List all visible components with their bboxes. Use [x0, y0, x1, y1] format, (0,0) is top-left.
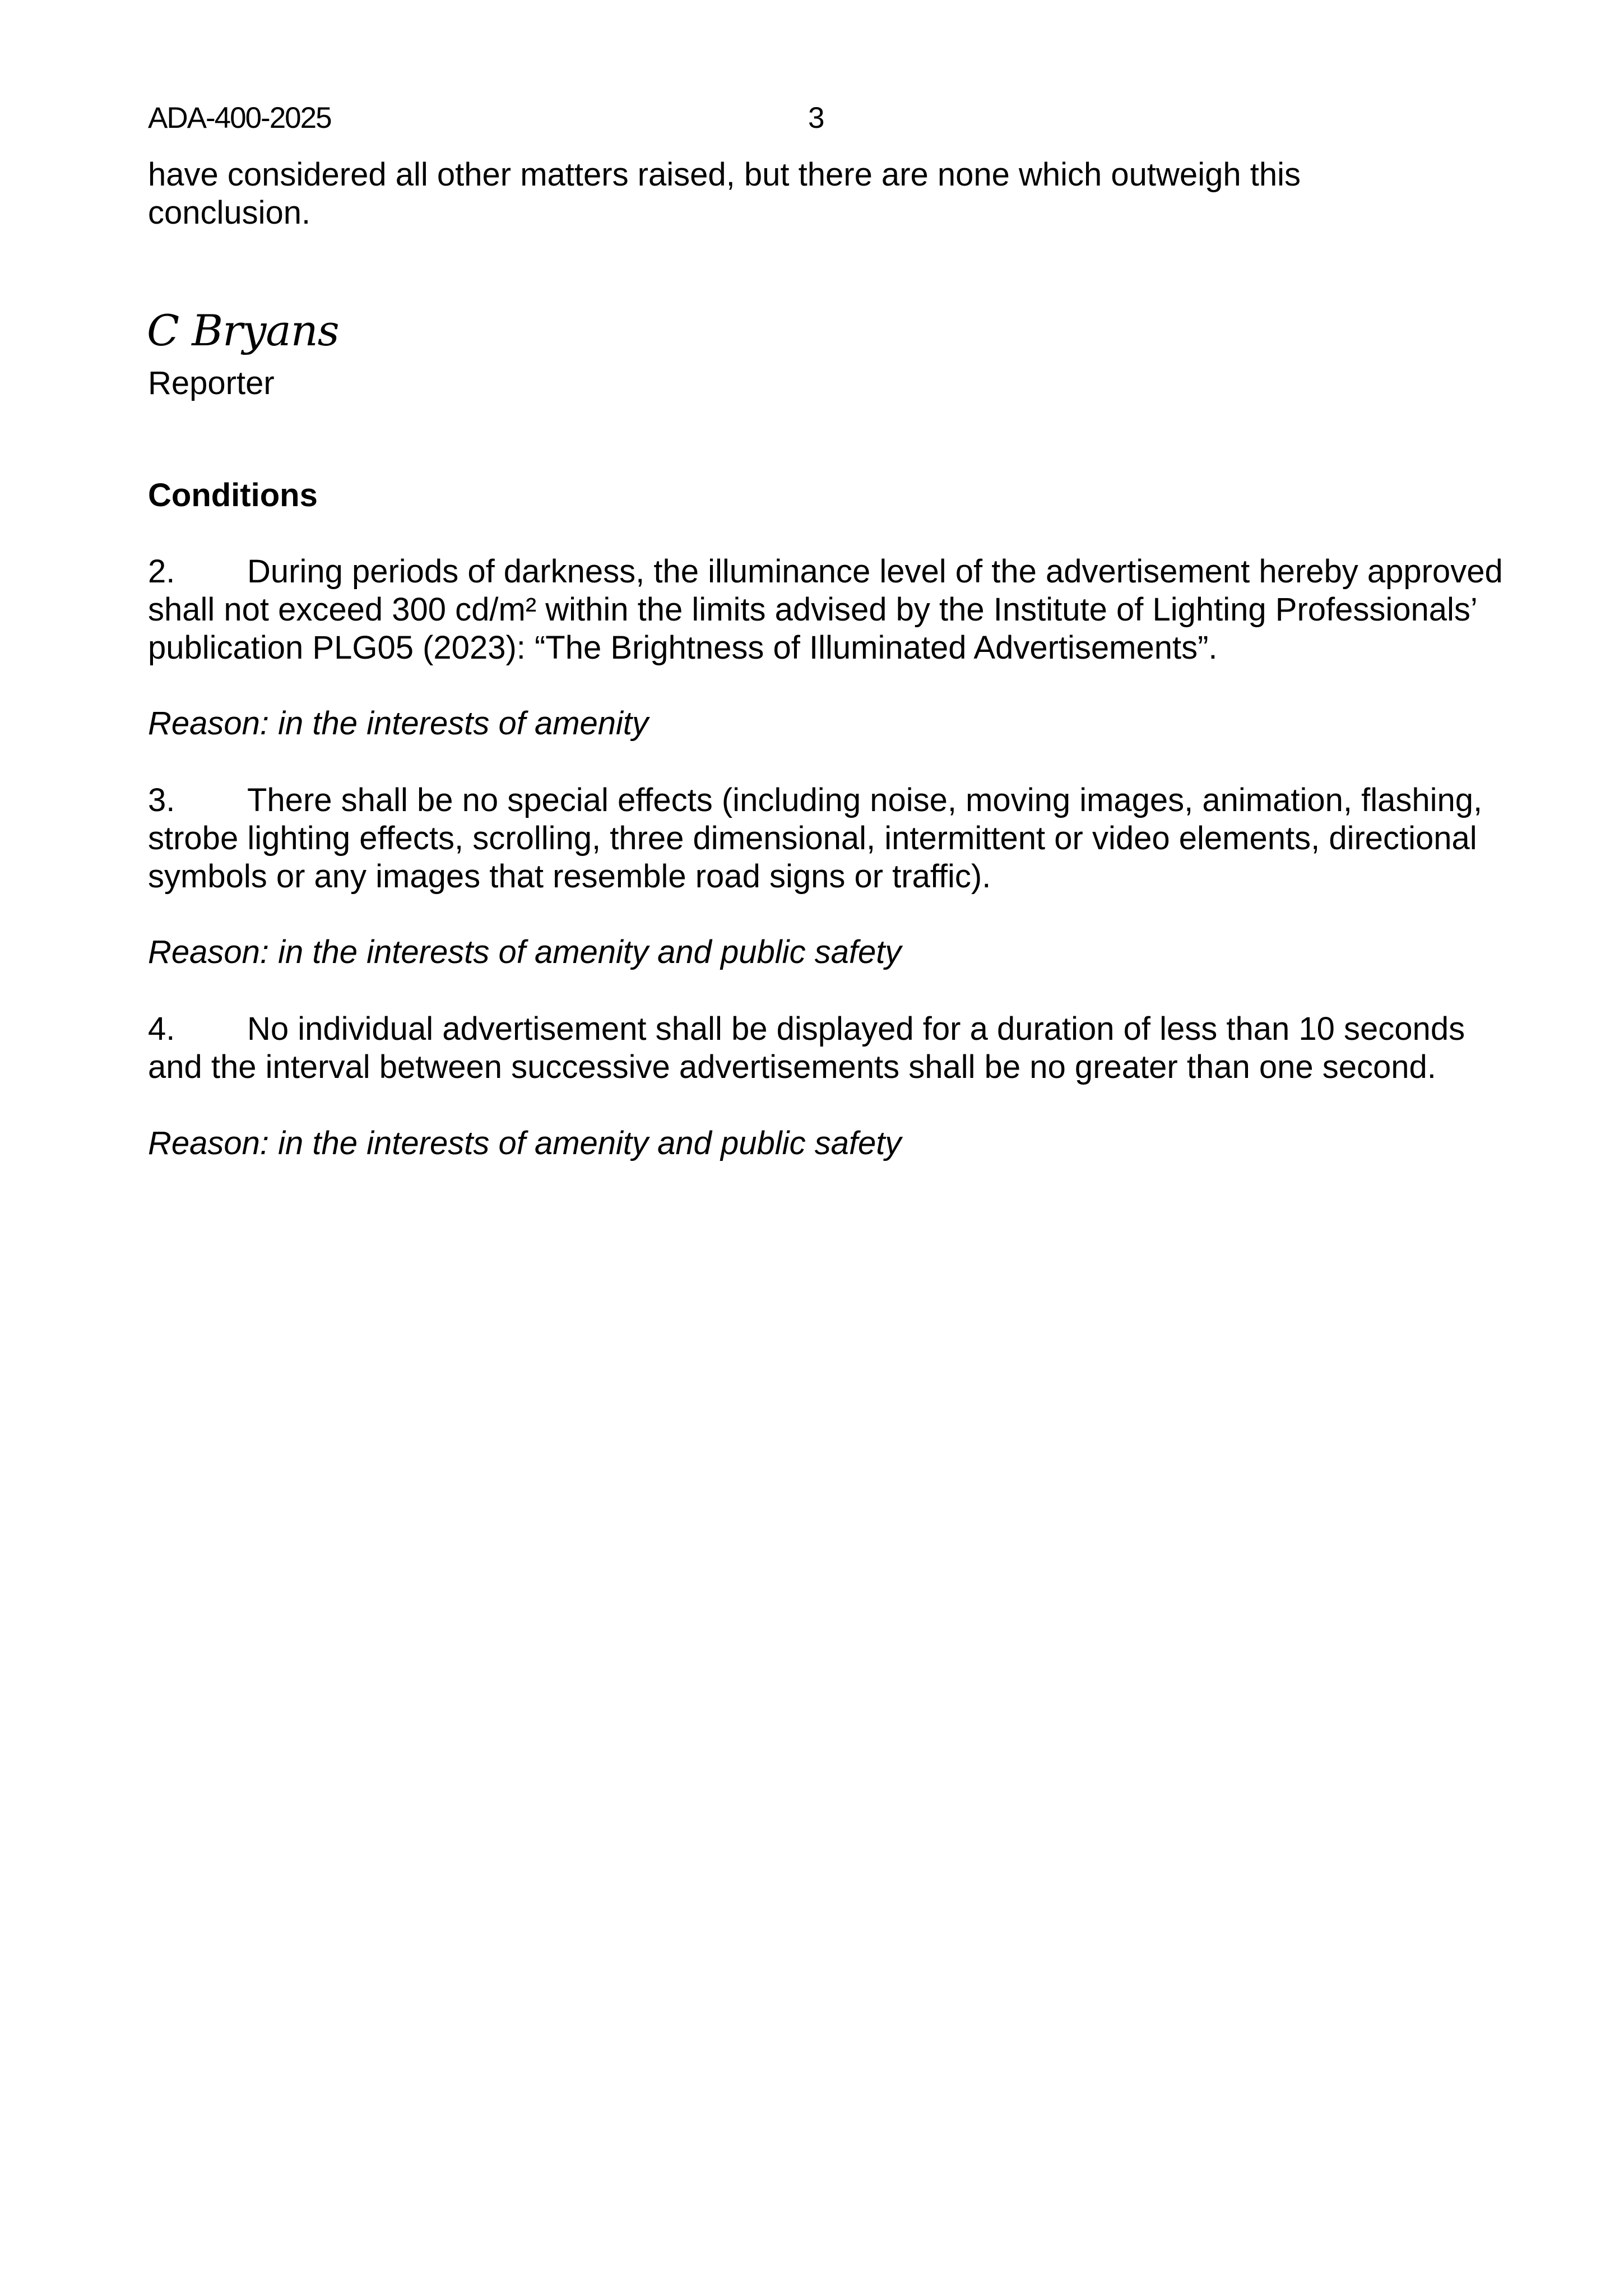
condition-text: No individual advertisement shall be displayed for a duration of less than 10 seconds and the interval between successive advertisements shall be no greater than one second. — [148, 1011, 1465, 1085]
page-number: 3 — [808, 101, 825, 135]
signatory-role: Reporter — [148, 365, 275, 401]
conditions-heading: Conditions — [148, 477, 318, 513]
condition-reason: Reason: in the interests of amenity and public safety — [148, 934, 902, 970]
intro-paragraph: have considered all other matters raised, but there are none which outweigh this conclusion. — [148, 156, 1301, 231]
condition-text: During periods of darkness, the illuminance level of the advertisement hereby approved shall not exceed 300 cd/m² within the limits advised by the Institute of Lighting Professionals’ publication PLG05 (2023): “The Brightness of Illuminated Advertisements”. — [148, 553, 1503, 666]
condition-reason: Reason: in the interests of amenity — [148, 705, 649, 742]
document-reference: ADA-400-2025 — [148, 101, 331, 135]
page-header — [148, 99, 876, 138]
condition-text: There shall be no special effects (including noise, moving images, animation, flashing, strobe lighting effects, scrolling, three dimensional, intermittent or video elements, directional symbols or any images that resemble road signs or traffic). — [148, 782, 1483, 895]
condition-number: 3. — [148, 782, 175, 818]
condition-number: 2. — [148, 553, 175, 590]
condition-item — [148, 553, 1515, 667]
signature: C Bryans — [147, 305, 339, 355]
condition-item — [148, 781, 1515, 896]
condition-number: 4. — [148, 1011, 175, 1047]
condition-reason: Reason: in the interests of amenity and public safety — [148, 1125, 902, 1161]
condition-item — [148, 1010, 1515, 1086]
